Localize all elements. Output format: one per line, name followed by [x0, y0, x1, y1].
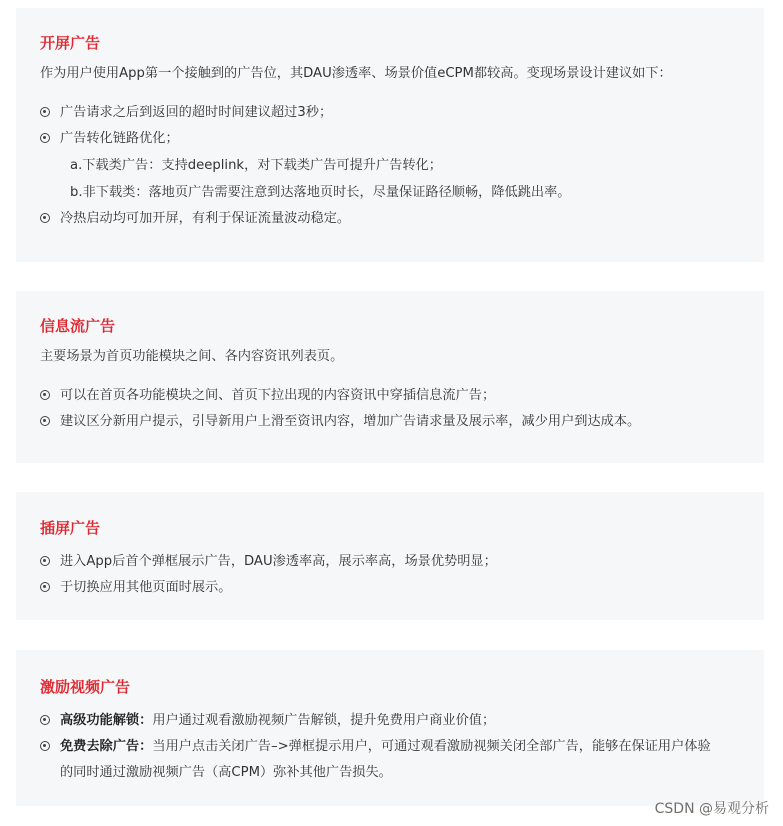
- radio-bullet-icon: [40, 582, 50, 592]
- item-text: 冷热启动均可加开屏，有利于保证流量波动稳定。: [60, 211, 351, 226]
- item-text: 于切换应用其他页面时展示。: [60, 580, 232, 595]
- item-label: 高级功能解锁：: [60, 713, 153, 728]
- item-list: [40, 549, 740, 601]
- section-intro: 作为用户使用App第一个接触到的广告位，其DAU渗透率、场景价值eCPM都较高。变现场景设计建议如下：: [40, 66, 672, 81]
- watermark: CSDN @易观分析: [654, 801, 769, 817]
- list-item: [40, 575, 740, 601]
- list-item: [40, 734, 740, 786]
- list-item: [40, 383, 740, 409]
- radio-bullet-icon: [40, 715, 50, 725]
- item-text: 进入App后首个弹框展示广告，DAU渗透率高，展示率高，场景优势明显；: [60, 554, 497, 569]
- item-text: 建议区分新用户提示，引导新用户上滑至资讯内容，增加广告请求量及展示率，减少用户到达成本。: [60, 414, 641, 429]
- section-splash-ad: [16, 8, 764, 262]
- section-title: 开屏广告: [40, 34, 101, 52]
- list-item: [40, 708, 740, 734]
- list-item: [40, 206, 740, 232]
- section-interstitial-ad: [16, 492, 764, 620]
- item-list: [40, 206, 740, 232]
- sub-item: a.下载类广告：支持deeplink，对下载类广告可提升广告转化；: [70, 158, 442, 173]
- list-item: [40, 100, 740, 126]
- section-feed-ad: [16, 291, 764, 463]
- item-list: [40, 708, 740, 786]
- radio-bullet-icon: [40, 107, 50, 117]
- item-text-continued: 的同时通过激励视频广告（高CPM）弥补其他广告损失。: [60, 765, 392, 780]
- radio-bullet-icon: [40, 416, 50, 426]
- radio-bullet-icon: [40, 741, 50, 751]
- sub-item: b.非下载类：落地页广告需要注意到达落地页时长，尽量保证路径顺畅，降低跳出率。: [70, 185, 571, 200]
- radio-bullet-icon: [40, 133, 50, 143]
- radio-bullet-icon: [40, 213, 50, 223]
- list-item: [40, 549, 740, 575]
- item-label: 免费去除广告：: [60, 739, 153, 754]
- item-text: 当用户点击关闭广告–>弹框提示用户，可通过观看激励视频关闭全部广告，能够在保证用户体验: [152, 739, 711, 754]
- item-list: [40, 383, 740, 435]
- list-item: [40, 409, 740, 435]
- radio-bullet-icon: [40, 556, 50, 566]
- radio-bullet-icon: [40, 390, 50, 400]
- section-title: 激励视频广告: [40, 678, 131, 696]
- item-text: 用户通过观看激励视频广告解锁，提升免费用户商业价值；: [152, 713, 496, 728]
- list-item: [40, 126, 740, 152]
- section-title: 插屏广告: [40, 519, 101, 537]
- item-text: 可以在首页各功能模块之间、首页下拉出现的内容资讯中穿插信息流广告；: [60, 388, 496, 403]
- section-intro: 主要场景为首页功能模块之间、各内容资讯列表页。: [40, 349, 344, 364]
- section-title: 信息流广告: [40, 317, 116, 335]
- item-text: 广告转化链路优化；: [60, 131, 179, 146]
- section-rewarded-video-ad: [16, 650, 764, 806]
- item-text: 广告请求之后到返回的超时时间建议超过3秒；: [60, 105, 333, 120]
- item-list: [40, 100, 740, 152]
